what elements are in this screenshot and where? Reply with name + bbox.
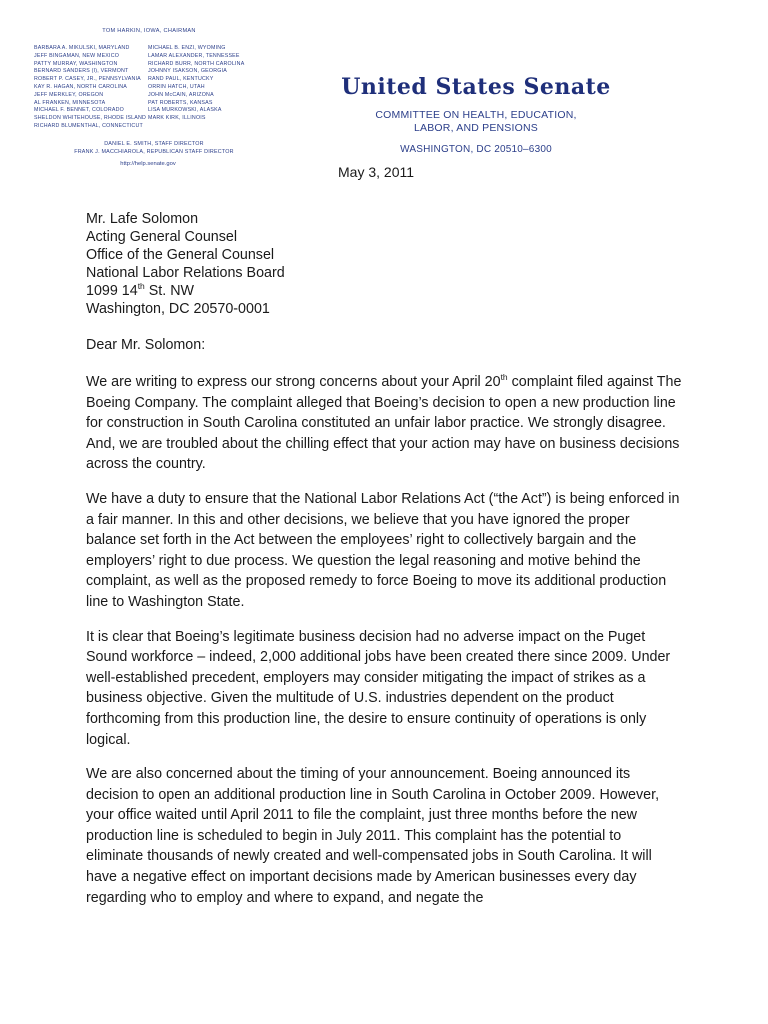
member-name: BARBARA A. MIKULSKI, MARYLAND [34,45,130,51]
member-name: MARK KIRK, ILLINOIS [148,115,206,122]
member-name: ORRIN HATCH, UTAH [148,83,205,90]
chairman-line: TOM HARKIN, IOWA, CHAIRMAN [102,28,196,34]
letterhead-member-list [34,28,294,167]
senate-letterhead [340,74,612,155]
member-name: RAND PAUL, KENTUCKY [148,76,214,83]
member-name: RICHARD BLUMENTHAL, CONNECTICUT [34,122,143,129]
committee-address: WASHINGTON, DC 20510–6300 [400,144,552,155]
recipient-city: Washington, DC 20570-0001 [86,301,270,317]
committee-line-2: LABOR, AND PENSIONS [413,122,538,134]
member-name: LAMAR ALEXANDER, TENNESSEE [148,52,240,59]
committee-members [34,45,294,131]
staff-directors [34,140,274,156]
salutation: Dear Mr. Solomon: [86,337,206,353]
committee-name [340,109,612,135]
paragraph-1: We are writing to express our strong concerns about your April 20th complaint filed against The Boeing Company. The complaint alleged that Boeing’s decision to open a new production line for construction in South Carolina constituted an unfair labor practice. We strongly disagree. And, we are troubled about the chilling effect that your action may have on business decisions across the country. [86,372,682,473]
senate-title: United States Senate [341,74,611,100]
member-name: MICHAEL F. BENNET, COLORADO [34,107,124,114]
staff-director: DANIEL E. SMITH, STAFF DIRECTOR [104,140,204,147]
member-name: SHELDON WHITEHOUSE, RHODE ISLAND [34,115,147,122]
member-name: KAY R. HAGAN, NORTH CAROLINA [34,83,128,90]
majority-members [34,45,148,131]
member-name: JOHNNY ISAKSON, GEORGIA [148,68,227,75]
member-name: MICHAEL B. ENZI, WYOMING [148,45,226,51]
minority-members [148,45,288,131]
member-name: RICHARD BURR, NORTH CAROLINA [148,60,245,67]
member-name: JOHN McCAIN, ARIZONA [148,91,214,98]
member-name: ROBERT P. CASEY, JR., PENNSYLVANIA [34,76,141,83]
committee-line-1: COMMITTEE ON HEALTH, EDUCATION, [375,109,577,121]
paragraph-3: It is clear that Boeing’s legitimate business decision had no adverse impact on the Puget Sound workforce – indeed, 2,000 additional jobs have been created there since 2009. Under well-established precedent, employers may consider mitigating the impact of strikes as a business objective. Given the multitude of U.S. industries dependent on the product forthcoming from this production line, the desire to ensure continuity of operations is only logical. [86,628,671,748]
recipient-agency: National Labor Relations Board [86,265,285,281]
member-name: AL FRANKEN, MINNESOTA [34,99,106,106]
recipient-name: Mr. Lafe Solomon [86,211,199,227]
paragraph-2: We have a duty to ensure that the National Labor Relations Act (“the Act”) is being enforced in a fair manner. In this and other decisions, we believe that you have ignored the proper balance set forth in the Act between the employees’ right to collectively bargain and the employers’ right to due process. We question the legal reasoning and motive behind the complaint, as well as the proposed remedy to force Boeing to move its additional production line to Washington State. [86,490,680,610]
member-name: BERNARD SANDERS (I), VERMONT [34,68,129,75]
member-name: LISA MURKOWSKI, ALASKA [148,107,222,114]
recipient-title: Acting General Counsel [86,229,237,245]
recipient-address [86,210,686,318]
member-name: JEFF MERKLEY, OREGON [34,91,104,98]
recipient-office: Office of the General Counsel [86,247,275,263]
website-link[interactable]: http://help.senate.gov [120,160,176,167]
letter-body [86,210,686,922]
letter-date: May 3, 2011 [338,164,415,180]
recipient-street: 1099 14th St. NW [86,281,195,299]
paragraph-4: We are also concerned about the timing of your announcement. Boeing announced its decision to open an additional production line in South Carolina in October 2009. However, your office waited until April 2011 to file the complaint, just three months before the new production line is scheduled to begin in July 2011. This complaint has the potential to eliminate thousands of newly created and well-compensated jobs in South Carolina. It will have a negative effect on important decisions made by American businesses every day regarding who to employ and where to expand, and negate the [86,766,660,906]
member-name: PATTY MURRAY, WASHINGTON [34,60,118,67]
member-name: JEFF BINGAMAN, NEW MEXICO [34,52,120,59]
member-name: PAT ROBERTS, KANSAS [148,99,213,106]
republican-staff-director: FRANK J. MACCHIAROLA, REPUBLICAN STAFF DIRECTOR [74,148,234,155]
